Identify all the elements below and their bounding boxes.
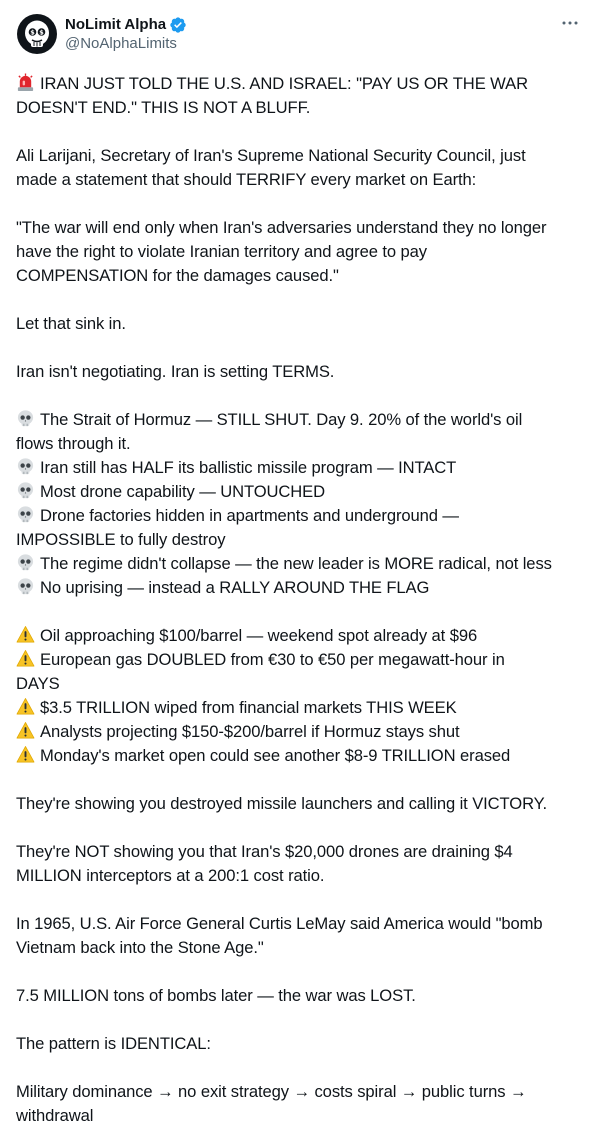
warning-item-4	[16, 720, 585, 744]
warning-item-3-text: $3.5 TRILLION wiped from financial markets THIS WEEK	[40, 698, 457, 717]
warning-icon	[16, 625, 35, 644]
headline-text-1: IRAN JUST TOLD THE U.S. AND ISRAEL: "PAY US OR THE WAR	[40, 74, 528, 93]
skull-icon	[16, 553, 35, 572]
quote-line-2: have the right to violate Iranian territory and agree to pay	[16, 242, 427, 261]
skull-dollar-eyes-avatar-icon	[17, 14, 57, 54]
warning-item-1-text: Oil approaching $100/barrel — weekend spot already at $96	[40, 626, 478, 645]
siren-icon	[16, 73, 35, 92]
warning-item-2-line-2: DAYS	[16, 674, 60, 693]
sink-line: Let that sink in.	[16, 314, 126, 333]
pattern-line: The pattern is IDENTICAL:	[16, 1034, 211, 1053]
headline-line-1	[16, 72, 585, 96]
intro-line-1: Ali Larijani, Secretary of Iran's Supreme National Security Council, just	[16, 146, 526, 165]
skull-item-2	[16, 456, 585, 480]
quote-line-3: COMPENSATION for the damages caused."	[16, 266, 339, 285]
warning-item-2-text-1: European gas DOUBLED from €30 to €50 per megawatt-hour in	[40, 650, 505, 669]
warning-icon	[16, 649, 35, 668]
headline-paragraph	[16, 72, 585, 120]
pattern-paragraph	[16, 1032, 585, 1056]
bombs-paragraph	[16, 984, 585, 1008]
lemay-line-1: In 1965, U.S. Air Force General Curtis LeMay said America would "bomb	[16, 914, 543, 933]
terms-paragraph	[16, 360, 585, 384]
sink-paragraph	[16, 312, 585, 336]
drones-paragraph	[16, 840, 585, 888]
skull-item-4-text-1: Drone factories hidden in apartments and underground —	[40, 506, 459, 525]
quote-line-1: "The war will end only when Iran's adversaries understand they no longer	[16, 218, 547, 237]
skull-item-1	[16, 408, 585, 432]
victory-line: They're showing you destroyed missile launchers and calling it VICTORY.	[16, 794, 548, 813]
skull-item-1-line-2: flows through it.	[16, 434, 131, 453]
skull-icon	[16, 505, 35, 524]
skull-item-2-text: Iran still has HALF its ballistic missile program — INTACT	[40, 458, 457, 477]
warning-item-1	[16, 624, 585, 648]
skull-icon	[16, 481, 35, 500]
drones-line-1: They're NOT showing you that Iran's $20,000 drones are draining $4	[16, 842, 513, 861]
warning-icon	[16, 697, 35, 716]
avatar[interactable]	[17, 14, 57, 54]
skull-item-3-text: Most drone capability — UNTOUCHED	[40, 482, 326, 501]
more-options-icon[interactable]	[559, 12, 581, 34]
drones-line-2: MILLION interceptors at a 200:1 cost ratio.	[16, 866, 325, 885]
author-handle[interactable]: @NoAlphaLimits	[65, 35, 177, 52]
skull-icon	[16, 457, 35, 476]
tweet-header	[16, 12, 585, 56]
skull-item-4-line-2: IMPOSSIBLE to fully destroy	[16, 530, 226, 549]
chain-paragraph	[16, 1080, 585, 1128]
display-name-row	[65, 15, 187, 34]
chain-line-1: Military dominance → no exit strategy → costs spiral → public turns →	[16, 1082, 527, 1101]
chain-line-2: withdrawal	[16, 1106, 94, 1125]
warning-item-5	[16, 744, 585, 768]
svg-text:$: $	[30, 28, 35, 37]
lemay-line-2: Vietnam back into the Stone Age."	[16, 938, 264, 957]
intro-paragraph	[16, 144, 585, 192]
warning-item-2	[16, 648, 585, 672]
warning-item-3	[16, 696, 585, 720]
skull-item-1-text-1: The Strait of Hormuz — STILL SHUT. Day 9. 20% of the world's oil	[40, 410, 523, 429]
svg-text:$: $	[39, 28, 44, 37]
skull-icon	[16, 409, 35, 428]
tweet-text	[16, 72, 585, 1128]
verified-badge-icon[interactable]	[169, 16, 187, 34]
skull-item-3	[16, 480, 585, 504]
warning-icon	[16, 745, 35, 764]
quote-paragraph	[16, 216, 585, 288]
intro-line-2: made a statement that should TERRIFY every market on Earth:	[16, 170, 477, 189]
lemay-paragraph	[16, 912, 585, 960]
skull-item-6	[16, 576, 585, 600]
skull-icon	[16, 577, 35, 596]
skull-item-4	[16, 504, 585, 528]
terms-line: Iran isn't negotiating. Iran is setting TERMS.	[16, 362, 335, 381]
skull-item-6-text: No uprising — instead a RALLY AROUND THE FLAG	[40, 578, 430, 597]
victory-paragraph	[16, 792, 585, 816]
warning-list	[16, 624, 585, 768]
skull-list	[16, 408, 585, 600]
warning-icon	[16, 721, 35, 740]
author-names	[65, 15, 187, 53]
headline-line-2: DOESN'T END." THIS IS NOT A BLUFF.	[16, 98, 311, 117]
display-name[interactable]: NoLimit Alpha	[65, 16, 167, 33]
warning-item-4-text: Analysts projecting $150-$200/barrel if Hormuz stays shut	[40, 722, 460, 741]
bombs-line: 7.5 MILLION tons of bombs later — the war was LOST.	[16, 986, 416, 1005]
skull-item-5-text: The regime didn't collapse — the new leader is MORE radical, not less	[40, 554, 552, 573]
skull-item-5	[16, 552, 585, 576]
warning-item-5-text: Monday's market open could see another $8-9 TRILLION erased	[40, 746, 511, 765]
